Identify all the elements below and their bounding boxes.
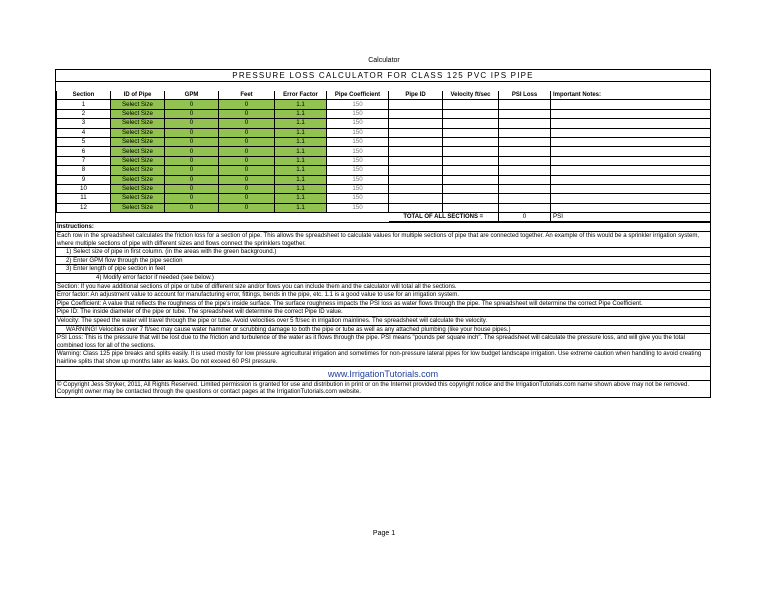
total-label: TOTAL OF ALL SECTIONS = [389, 213, 499, 222]
pipe-id-cell [389, 156, 443, 165]
total-row [57, 213, 711, 222]
table-row [57, 147, 711, 156]
error-factor-input[interactable]: 1.1 [275, 100, 327, 109]
instruction-line: Pipe ID: The inside diameter of the pipe or tube. The spreadsheet will determine the correct Pipe ID value. [56, 307, 710, 316]
gpm-input[interactable]: 0 [165, 166, 219, 175]
section-cell: 5 [57, 137, 111, 146]
feet-input[interactable]: 0 [219, 156, 275, 165]
notes-cell [551, 100, 711, 109]
pipe-coefficient-cell: 150 [327, 128, 389, 137]
col-psi-loss: PSI Loss [499, 91, 551, 100]
gpm-input[interactable]: 0 [165, 147, 219, 156]
velocity-cell [443, 175, 499, 184]
pipe-size-select[interactable]: Select Size [111, 109, 165, 118]
section-cell: 3 [57, 119, 111, 128]
sheet-title: PRESSURE LOSS CALCULATOR FOR CLASS 125 PVC IPS PIPE [56, 70, 710, 82]
pipe-size-select[interactable]: Select Size [111, 166, 165, 175]
notes-cell [551, 119, 711, 128]
psi-loss-cell [499, 128, 551, 137]
table-row [57, 194, 711, 203]
page-footer: Page 1 [372, 530, 396, 537]
feet-input[interactable]: 0 [219, 137, 275, 146]
section-cell: 7 [57, 156, 111, 165]
velocity-cell [443, 194, 499, 203]
error-factor-input[interactable]: 1.1 [275, 109, 327, 118]
notes-cell [551, 137, 711, 146]
gpm-input[interactable]: 0 [165, 175, 219, 184]
col-gpm: GPM [165, 91, 219, 100]
psi-loss-cell [499, 100, 551, 109]
psi-loss-cell [499, 175, 551, 184]
velocity-cell [443, 147, 499, 156]
instruction-line: PSI Loss: This is the pressure that will be lost due to the friction and turbulence of the water as it flows through the pipe. PSI means "pounds per square inch". The spreadsheet will calculate the pressure loss, and will give you the total combined loss for all of the sections. [56, 333, 710, 349]
feet-input[interactable]: 0 [219, 147, 275, 156]
velocity-cell [443, 156, 499, 165]
error-factor-input[interactable]: 1.1 [275, 156, 327, 165]
column-header-row [57, 91, 711, 100]
pipe-coefficient-cell: 150 [327, 109, 389, 118]
table-row [57, 128, 711, 137]
error-factor-input[interactable]: 1.1 [275, 203, 327, 212]
notes-cell [551, 184, 711, 193]
psi-loss-cell [499, 166, 551, 175]
pipe-size-select[interactable]: Select Size [111, 175, 165, 184]
section-cell: 10 [57, 184, 111, 193]
pipe-coefficient-cell: 150 [327, 175, 389, 184]
error-factor-input[interactable]: 1.1 [275, 128, 327, 137]
velocity-cell [443, 137, 499, 146]
gpm-input[interactable]: 0 [165, 137, 219, 146]
error-factor-input[interactable]: 1.1 [275, 194, 327, 203]
table-row [57, 184, 711, 193]
table-row [57, 109, 711, 118]
pipe-size-select[interactable]: Select Size [111, 119, 165, 128]
pipe-coefficient-cell: 150 [327, 166, 389, 175]
gpm-input[interactable]: 0 [165, 156, 219, 165]
table-row [57, 119, 711, 128]
table-row [57, 100, 711, 109]
col-section: Section [57, 91, 111, 100]
instruction-line: Warning: Class 125 pipe breaks and splits easily. It is used mostly for low pressure agricultural irrigation and sometimes for non-pressure lateral pipes for low budget landscape irrigation. Use extreme caution when handling to avoid creating hairline splits that show up months later as leaks. Do not exceed 60 PSI pressure. [56, 349, 710, 365]
feet-input[interactable]: 0 [219, 194, 275, 203]
pipe-size-select[interactable]: Select Size [111, 184, 165, 193]
feet-input[interactable]: 0 [219, 128, 275, 137]
pipe-coefficient-cell: 150 [327, 194, 389, 203]
pipe-coefficient-cell: 150 [327, 156, 389, 165]
velocity-cell [443, 119, 499, 128]
instruction-line: Each row in the spreadsheet calculates the friction loss for a section of pipe. This allows the spreadsheet to calculate values for multiple sections of pipe that are connected together. An example of this would be a sprinkler irrigation system, where multiple sections of pipe with different sizes and flows connect the sprinklers together. [56, 231, 710, 247]
velocity-cell [443, 109, 499, 118]
gpm-input[interactable]: 0 [165, 184, 219, 193]
pipe-id-cell [389, 100, 443, 109]
gpm-input[interactable]: 0 [165, 194, 219, 203]
feet-input[interactable]: 0 [219, 184, 275, 193]
pipe-size-select[interactable]: Select Size [111, 100, 165, 109]
instruction-line: 2) Enter GPM flow through the pipe section [56, 256, 710, 265]
psi-loss-cell [499, 194, 551, 203]
instruction-line: 3) Enter length of pipe section in feet [56, 264, 710, 273]
pipe-size-select[interactable]: Select Size [111, 194, 165, 203]
section-cell: 12 [57, 203, 111, 212]
pipe-id-cell [389, 128, 443, 137]
notes-cell [551, 128, 711, 137]
pipe-coefficient-cell: 150 [327, 100, 389, 109]
table-row [57, 156, 711, 165]
psi-loss-cell [499, 119, 551, 128]
pipe-coefficient-cell: 150 [327, 203, 389, 212]
pipe-size-select[interactable]: Select Size [111, 203, 165, 212]
instruction-line: Section: If you have additional sections of pipe or tube of different size and/or flows you can include them and the calculator will total all the sections. [56, 282, 710, 291]
section-cell: 6 [57, 147, 111, 156]
velocity-cell [443, 128, 499, 137]
gpm-input[interactable]: 0 [165, 128, 219, 137]
col-pipe-coefficient: Pipe Coefficient [327, 91, 389, 100]
error-factor-input[interactable]: 1.1 [275, 119, 327, 128]
instruction-line: 4) Modify error factor if needed (see below.) [56, 273, 710, 282]
psi-loss-cell [499, 156, 551, 165]
notes-cell [551, 166, 711, 175]
velocity-cell [443, 166, 499, 175]
col-important-notes: Important Notes: [551, 91, 711, 100]
error-factor-input[interactable]: 1.1 [275, 184, 327, 193]
col-velocity: Velocity ft/sec [443, 91, 499, 100]
pipe-id-cell [389, 203, 443, 212]
velocity-cell [443, 203, 499, 212]
table-row [57, 166, 711, 175]
calculator-sheet [55, 69, 711, 398]
notes-cell [551, 147, 711, 156]
gpm-input[interactable]: 0 [165, 109, 219, 118]
pipe-id-cell [389, 137, 443, 146]
col-id-of-pipe: ID of Pipe [111, 91, 165, 100]
gpm-input[interactable]: 0 [165, 119, 219, 128]
pipe-id-cell [389, 194, 443, 203]
pipe-size-select[interactable]: Select Size [111, 156, 165, 165]
notes-cell [551, 109, 711, 118]
pipe-coefficient-cell: 150 [327, 147, 389, 156]
psi-loss-cell [499, 137, 551, 146]
section-cell: 11 [57, 194, 111, 203]
pipe-size-select[interactable]: Select Size [111, 147, 165, 156]
feet-input[interactable]: 0 [219, 166, 275, 175]
pipe-coefficient-cell: 150 [327, 184, 389, 193]
section-cell: 9 [57, 175, 111, 184]
feet-input[interactable]: 0 [219, 175, 275, 184]
velocity-cell [443, 100, 499, 109]
section-cell: 8 [57, 166, 111, 175]
error-factor-input[interactable]: 1.1 [275, 166, 327, 175]
instruction-line: Velocity: The speed the water will travel through the pipe or tube. Avoid velocities over 5 ft/sec in irrigation mainlines. The spreadsheet will calculate the velocity. [56, 316, 710, 325]
instruction-line: 1) Select size of pipe in first column. (in the areas with the green background.) [56, 247, 710, 256]
table-row [57, 137, 711, 146]
error-factor-input[interactable]: 1.1 [275, 137, 327, 146]
pipe-id-cell [389, 166, 443, 175]
total-value: 0 [499, 213, 551, 222]
col-feet: Feet [219, 91, 275, 100]
col-error-factor: Error Factor [275, 91, 327, 100]
website-link[interactable]: www.IrrigationTutorials.com [56, 366, 710, 380]
notes-cell [551, 203, 711, 212]
instruction-line: WARNING! Velocities over 7 ft/sec may cause water hammer or scrubbing damage to both the pipe or tube as well as any attached plumbing (like your house pipes.) [56, 325, 710, 334]
blank-row [56, 82, 710, 91]
feet-input[interactable]: 0 [219, 109, 275, 118]
pipe-id-cell [389, 147, 443, 156]
table-row [57, 203, 711, 212]
instruction-line: Error factor: An adjustment value to account for manufacturing error, fittings, bends in the pipe, etc. 1.1 is a good value to use for an irrigation system. [56, 290, 710, 299]
feet-input[interactable]: 0 [219, 203, 275, 212]
total-unit: PSI [551, 213, 711, 222]
pipe-coefficient-cell: 150 [327, 137, 389, 146]
gpm-input[interactable]: 0 [165, 100, 219, 109]
pipe-coefficient-cell: 150 [327, 119, 389, 128]
table-row [57, 175, 711, 184]
feet-input[interactable]: 0 [219, 100, 275, 109]
notes-cell [551, 194, 711, 203]
pipe-id-cell [389, 109, 443, 118]
psi-loss-cell [499, 203, 551, 212]
psi-loss-cell [499, 184, 551, 193]
calculator-table [56, 91, 711, 222]
error-factor-input[interactable]: 1.1 [275, 147, 327, 156]
pipe-id-cell [389, 184, 443, 193]
pipe-size-select[interactable]: Select Size [111, 128, 165, 137]
pipe-id-cell [389, 119, 443, 128]
gpm-input[interactable]: 0 [165, 203, 219, 212]
copyright-notice: © Copyright Jess Stryker, 2011, All Rights Reserved. Limited permission is granted for use and distribution in print or on the Internet provided this copyright notice and the IrrigationTutorials.com name shown above may not be removed. Copyright owner may be contacted through the questions or contact pages at the IrrigationTutorials.com website. [56, 380, 710, 397]
psi-loss-cell [499, 109, 551, 118]
section-cell: 2 [57, 109, 111, 118]
pipe-id-cell [389, 175, 443, 184]
psi-loss-cell [499, 147, 551, 156]
instructions-heading: Instructions: [56, 222, 710, 231]
velocity-cell [443, 184, 499, 193]
section-cell: 1 [57, 100, 111, 109]
page-header: Calculator [368, 57, 400, 64]
notes-cell [551, 175, 711, 184]
section-cell: 4 [57, 128, 111, 137]
feet-input[interactable]: 0 [219, 119, 275, 128]
instruction-line: Pipe Coefficient: A value that reflects the roughness of the pipe's inside surface. The surface roughness impacts the PSI loss as water flows through the pipe. The spreadsheet will determine the correct Pipe Coefficient. [56, 299, 710, 308]
pipe-size-select[interactable]: Select Size [111, 137, 165, 146]
error-factor-input[interactable]: 1.1 [275, 175, 327, 184]
col-pipe-id: Pipe ID [389, 91, 443, 100]
instructions-block [56, 222, 710, 365]
notes-cell [551, 156, 711, 165]
